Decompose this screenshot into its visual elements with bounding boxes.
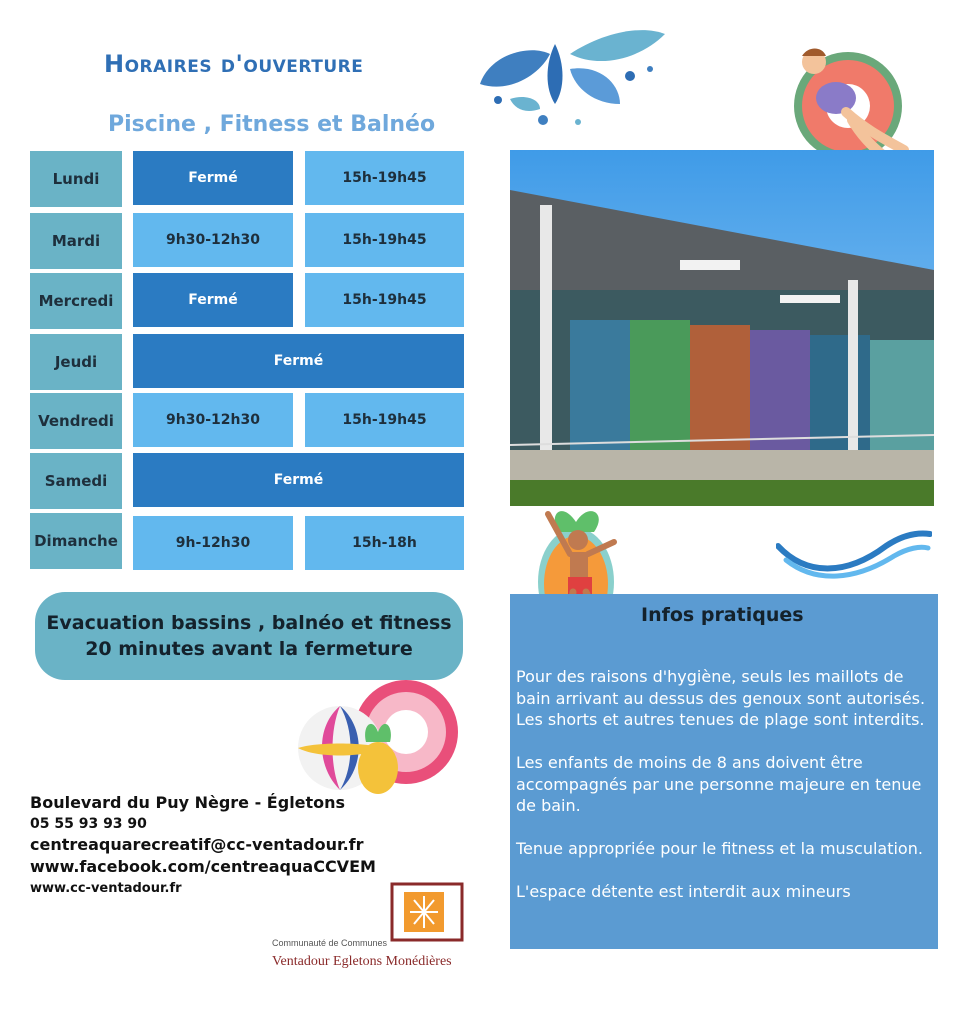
contact-block: [30, 792, 376, 900]
facebook-link[interactable]: www.facebook.com/centreaquaCCVEM: [30, 857, 376, 876]
infos-text: [516, 666, 931, 924]
email-link[interactable]: centreaquarecreatif@cc-ventadour.fr: [30, 835, 364, 854]
infos-paragraph: Les enfants de moins de 8 ans doivent être accompagnés par une personne majeure en tenue de bain.: [516, 753, 922, 815]
afternoon-slot: 15h-19h45: [305, 273, 464, 327]
community-logo-icon: [390, 882, 464, 942]
day-label: Jeudi: [30, 334, 122, 390]
afternoon-slot: 15h-19h45: [305, 393, 464, 447]
afternoon-slot: 15h-19h45: [305, 213, 464, 267]
morning-slot: 9h-12h30: [133, 516, 293, 570]
morning-slot: 9h30-12h30: [133, 213, 293, 267]
infos-title: Infos pratiques: [641, 604, 804, 626]
beach-toys-icon: [296, 676, 466, 798]
page-subtitle: Piscine , Fitness et Balnéo: [108, 112, 436, 137]
evacuation-line-2: 20 minutes avant la fermeture: [85, 638, 413, 660]
phone: 05 55 93 93 90: [30, 816, 147, 832]
afternoon-slot: 15h-19h45: [305, 151, 464, 205]
logo-text-small: Communauté de Communes: [272, 938, 388, 948]
day-label: Lundi: [30, 151, 122, 207]
building-photo: [510, 150, 934, 506]
day-label: Dimanche: [30, 513, 122, 569]
infos-paragraph: Pour des raisons d'hygiène, seuls les maillots de bain arrivant au dessus des genoux sont autorisés. Les shorts et autres tenues de plage sont interdits.: [516, 667, 926, 729]
evacuation-line-1: Evacuation bassins , balnéo et fitness: [46, 612, 452, 634]
infos-paragraph: L'espace détente est interdit aux mineurs: [516, 882, 851, 901]
full-day-slot: Fermé: [133, 334, 464, 388]
full-day-slot: Fermé: [133, 453, 464, 507]
website-link[interactable]: www.cc-ventadour.fr: [30, 881, 182, 896]
morning-slot: Fermé: [133, 151, 293, 205]
page-title: Horaires d'ouverture: [104, 50, 364, 78]
morning-slot: 9h30-12h30: [133, 393, 293, 447]
day-label: Vendredi: [30, 393, 122, 449]
afternoon-slot: 15h-18h: [305, 516, 464, 570]
day-label: Mercredi: [30, 273, 122, 329]
day-label: Samedi: [30, 453, 122, 509]
address: Boulevard du Puy Nègre - Égletons: [30, 793, 346, 812]
morning-slot: Fermé: [133, 273, 293, 327]
infos-paragraph: Tenue appropriée pour le fitness et la musculation.: [516, 839, 923, 858]
day-label: Mardi: [30, 213, 122, 269]
logo-text-main: Ventadour Egletons Monédières: [272, 954, 452, 969]
wave-icon: [776, 526, 932, 582]
water-splash-icon: [470, 14, 670, 130]
evacuation-notice: [35, 592, 463, 680]
